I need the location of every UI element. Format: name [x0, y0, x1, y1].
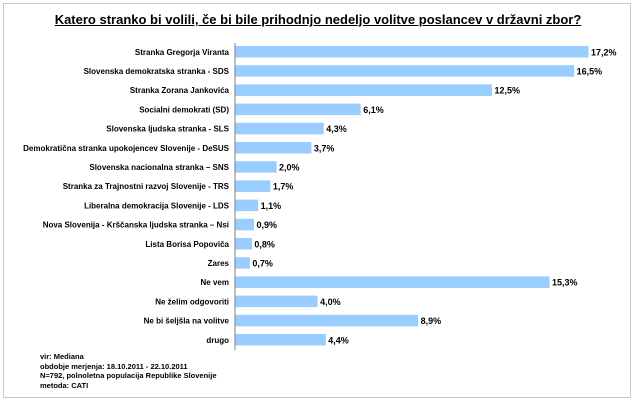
value-label: 17,2% — [591, 47, 617, 58]
source-line: vir: Mediana — [40, 352, 84, 361]
sample-line: N=792, polnoletna populacija Republike Slovenije — [40, 371, 217, 380]
bar — [236, 161, 277, 173]
value-label: 12,5% — [494, 85, 521, 96]
category-label: Slovenska nacionalna stranka – SNS — [89, 162, 229, 172]
value-label: 2,0% — [279, 162, 300, 173]
value-label: 0,8% — [254, 239, 275, 250]
bar — [236, 219, 254, 231]
value-label: 15,3% — [552, 277, 578, 288]
bar — [236, 65, 575, 77]
category-label: Ne bi šeljšla na volitve — [143, 316, 229, 326]
bar — [236, 123, 324, 135]
value-label: 8,9% — [420, 316, 442, 327]
value-label: 16,5% — [576, 66, 603, 77]
bar — [236, 276, 550, 288]
source-notes — [40, 352, 217, 390]
value-label: 0,7% — [252, 258, 273, 269]
category-label: Stranka Gregorja Viranta — [134, 47, 229, 57]
bar — [236, 84, 493, 96]
category-label: Ne želim odgovoriti — [155, 297, 229, 307]
category-label: Ne vem — [200, 278, 229, 288]
category-label: Demokratična stranka upokojencev Slovenije - DeSUS — [23, 143, 229, 153]
bar — [236, 200, 259, 212]
category-label: drugo — [206, 335, 229, 345]
value-label: 4,0% — [320, 296, 341, 307]
category-label: Stranka Zorana Jankovića — [129, 86, 229, 96]
category-label: Lista Borisa Popoviča — [145, 239, 229, 249]
value-label: 1,1% — [260, 200, 282, 211]
category-label: Nova Slovenija - Krščanska ljudska stranka – Nsi — [42, 220, 229, 230]
period-line: obdobje merjenja: 18.10.2011 - 22.10.2011 — [40, 361, 188, 371]
bar — [236, 296, 318, 308]
bar — [236, 46, 589, 58]
category-label: Liberalna demokracija Slovenije - LDS — [84, 201, 229, 211]
bar — [236, 315, 419, 327]
value-label: 0,9% — [256, 220, 277, 231]
value-label: 4,4% — [328, 335, 349, 346]
bar — [236, 238, 252, 250]
category-label: Socialni demokrati (SD) — [139, 105, 229, 115]
bar — [236, 334, 326, 346]
value-label: 4,3% — [326, 124, 347, 135]
category-label: Zares — [207, 258, 229, 268]
value-label: 6,1% — [363, 104, 384, 115]
category-label: Slovenska ljudska stranka - SLS — [106, 124, 229, 134]
category-label: Stranka za Trajnostni razvoj Slovenije - TRS — [62, 182, 229, 192]
category-label: Slovenska demokratska stranka - SDS — [83, 66, 229, 76]
method-line: metoda: CATI — [40, 380, 89, 390]
bar — [236, 257, 250, 269]
value-label: 1,7% — [272, 181, 294, 192]
chart-title: Katero stranko bi volili, če bi bile prihodnjo nedeljo volitve poslancev v državni zbor? — [54, 12, 582, 27]
bar — [236, 104, 361, 116]
value-label: 3,7% — [313, 143, 335, 154]
bar — [236, 142, 312, 154]
bar — [236, 180, 271, 192]
